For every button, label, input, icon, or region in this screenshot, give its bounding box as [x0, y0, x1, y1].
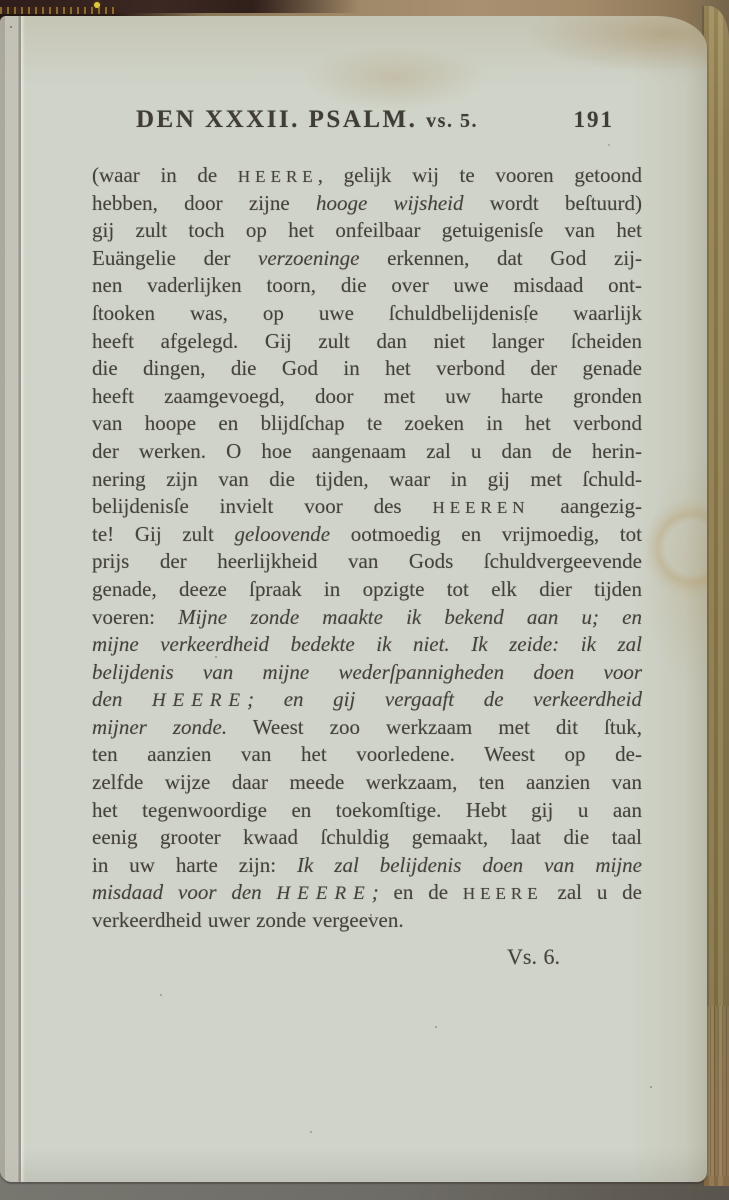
text-line: te! Gij zult geloovende ootmoedig en vrijmoedig, tot [92, 521, 642, 546]
text-line: belijdenis van mijne wederſpannigheden doen voor [92, 659, 642, 684]
text-line: prijs der heerlijkheid van Gods ſchuldvergeevende [92, 549, 642, 574]
paper-specks [10, 26, 12, 28]
running-title-verse: vs. 5. [426, 110, 478, 132]
headband-stitch-dot [94, 2, 100, 8]
text-line: voeren: Mijne zonde maakte ik bekend aan u; en [92, 604, 642, 629]
text-line: mijner zonde. Weest zoo werkzaam met dit ſtuk, [92, 714, 642, 739]
text-line: zelfde wijze daar meede werkzaam, ten aanzien van [92, 770, 642, 795]
headband-stitching [0, 7, 118, 14]
text-line: eenig grooter kwaad ſchuldig gemaakt, laat die taal [92, 825, 642, 850]
text-line: heeft afgelegd. Gij zult dan niet langer ſcheiden [92, 328, 642, 353]
text-line: den HEERE; en gij vergaaft de verkeerdheid [92, 687, 642, 712]
text-line: mijne verkeerdheid bedekte ik niet. Ik zeide: ik zal [92, 632, 642, 657]
text-line: (waar in de HEERE, gelijk wij te vooren getoond [92, 163, 642, 187]
text-line: van hoope en blijdſchap te zoeken in het verbond [92, 411, 642, 436]
page-fold-crease [21, 16, 25, 1182]
running-title [136, 106, 478, 134]
verse-marker: Vs. 6. [507, 943, 560, 969]
text-line: Euängelie der verzoeninge erkennen, dat God zij- [92, 245, 642, 270]
text-line: in uw harte zijn: Ik zal belijdenis doen van mijne [92, 852, 642, 877]
text-line: het tegenwoordige en toekomſtige. Hebt gij u aan [92, 797, 642, 822]
text-line: die dingen, die God in het verbond der genade [92, 356, 642, 381]
page-number: 191 [573, 107, 614, 132]
text-line: verkeerdheid uwer zonde vergeeven. [92, 908, 404, 933]
text-line: heeft zaamgevoegd, door met uw harte gronden [92, 383, 642, 408]
text-line: hebben, door zijne hooge wijsheid wordt beſtuurd) [92, 190, 642, 215]
text-line: belijdenisſe invielt voor des HEEREN aangezig- [92, 494, 642, 519]
text-line: nering zijn van die tijden, waar in gij met ſchuld- [92, 466, 642, 491]
text-line: ten aanzien van het voorledene. Weest op de- [92, 742, 642, 767]
running-title-main: DEN XXXII. PSALM. [136, 106, 418, 133]
text-line: gij zult toch op het onfeilbaar getuigenisſe van het [92, 218, 642, 243]
text-line: genade, deeze ſpraak in opzigte tot elk dier tijden [92, 576, 642, 601]
text-line: nen vaderlijken toorn, die over uwe misdaad ont- [92, 273, 642, 298]
text-line: ſtooken was, op uwe ſchuldbelijdenisſe waarlijk [92, 300, 642, 325]
text-line: der werken. O hoe aangenaam zal u dan de herin- [92, 438, 642, 463]
body-text [92, 162, 642, 971]
text-line: misdaad voor den HEERE; en de HEERE zal u de [92, 880, 642, 905]
page-gutter [0, 16, 21, 1182]
page-header [92, 106, 642, 134]
